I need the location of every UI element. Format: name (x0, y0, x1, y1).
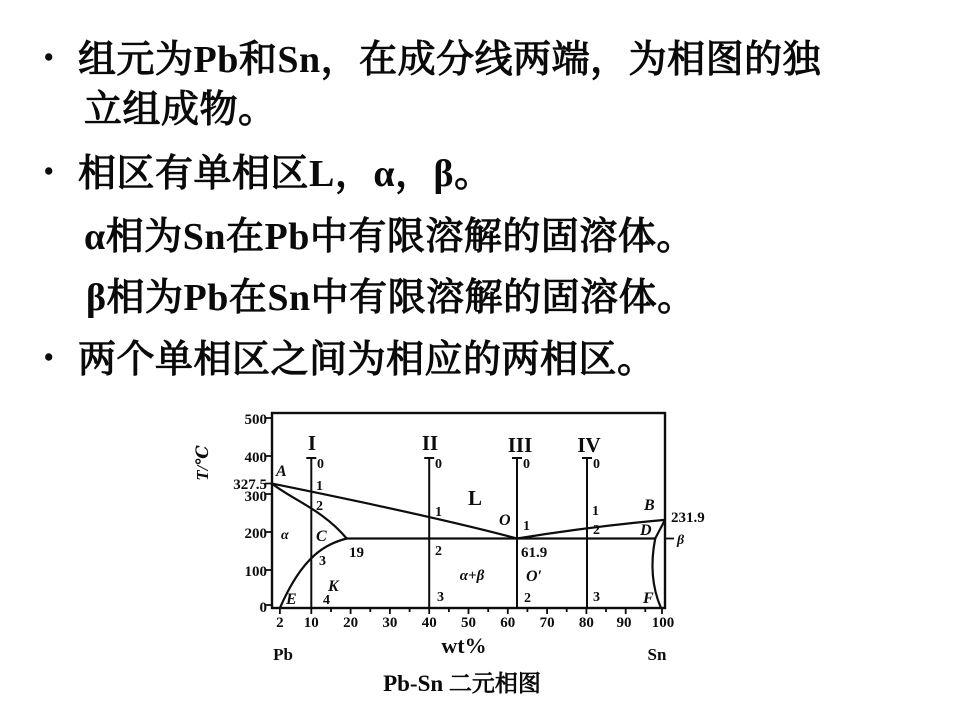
y-tick-200: 200 (244, 526, 267, 542)
bullet-marker: • (44, 156, 54, 186)
region-alpha-beta: α+β (459, 568, 485, 584)
component-pb-label: Pb (273, 645, 293, 664)
alloy-line-III (512, 458, 522, 608)
x-tick-60: 60 (500, 615, 516, 631)
x-tick-30: 30 (382, 615, 398, 631)
y-tick-300: 300 (244, 489, 267, 505)
point-B: B (644, 497, 655, 514)
point-D: D (640, 522, 652, 539)
point-C: C (316, 528, 327, 545)
bullet-text-3: 两个单相区之间为相应的两相区。 (78, 339, 656, 381)
point-O: O (499, 512, 511, 529)
x-tick-2: 2 (276, 615, 284, 631)
mark-II-0: 0 (435, 457, 442, 472)
point-K: K (328, 578, 339, 595)
mark-II-1: 1 (435, 505, 442, 520)
mark-III-1: 1 (523, 519, 530, 534)
solidus-right-line (655, 520, 665, 539)
solvus-right-line (653, 539, 661, 609)
phase-diagram (183, 400, 723, 666)
x-tick-20: 20 (343, 615, 359, 631)
x-tick-10: 10 (303, 615, 319, 631)
mark-I-0: 0 (317, 457, 324, 472)
mark-I-3: 3 (319, 554, 326, 569)
alloy-label-II: II (421, 431, 439, 455)
sub-text-alpha: α相为Sn在Pb中有限溶解的固溶体。 (84, 216, 695, 258)
y-axis-title: T/℃ (193, 445, 212, 481)
bullet-marker: • (44, 342, 54, 372)
y-tick-0: 0 (259, 600, 267, 616)
alloy-line-II (424, 458, 434, 608)
bullet-text-2: 相区有单相区L，α，β。 (78, 153, 493, 195)
mark-IV-1: 1 (592, 504, 599, 519)
x-tick-40: 40 (421, 615, 437, 631)
y-tick-400: 400 (244, 450, 267, 466)
sub-line-beta (86, 278, 696, 319)
eutectic-comp-label: 61.9 (521, 545, 548, 561)
sub-text-beta: β相为Pb在Sn中有限溶解的固溶体。 (86, 277, 696, 319)
x-axis-title: wt% (441, 633, 487, 658)
bullet-text-1b: 立组成物。 (84, 89, 277, 131)
bullet-marker: • (44, 42, 54, 72)
point-E: E (286, 591, 297, 608)
alloy-line-I (306, 458, 316, 608)
mark-II-3: 3 (437, 590, 444, 605)
mark-III-0: 0 (523, 457, 530, 472)
alpha-max-label: 19 (349, 545, 364, 561)
chart-title: Pb-Sn 二元相图 (383, 671, 541, 696)
alloy-label-I: I (307, 431, 317, 455)
alloy-line-IV (582, 458, 592, 608)
mark-III-2: 2 (524, 591, 531, 606)
y-tick-500: 500 (244, 412, 267, 428)
alloy-label-III: III (507, 433, 533, 457)
alloy-label-IV: IV (577, 433, 601, 457)
region-beta: β (677, 533, 685, 548)
x-tick-80: 80 (578, 615, 594, 631)
point-O-prime: O′ (526, 568, 543, 585)
mark-IV-2: 2 (593, 523, 600, 538)
bullet-line-1 (44, 39, 822, 81)
point-F: F (643, 590, 654, 607)
mark-IV-3: 3 (593, 590, 600, 605)
mark-IV-0: 0 (593, 457, 600, 472)
mark-I-1: 1 (316, 479, 323, 494)
mark-I-2: 2 (316, 499, 323, 514)
bullet-text-1: 组元为Pb和Sn，在成分线两端，为相图的独 (78, 39, 822, 81)
y-tick-100: 100 (244, 564, 267, 580)
region-L: L (468, 486, 483, 510)
x-tick-100: 100 (651, 615, 675, 631)
component-sn-label: Sn (647, 645, 667, 664)
pb-melting-label: 327.5 (233, 477, 267, 493)
sub-line-alpha (84, 217, 695, 258)
sn-melting-label: 231.9 (671, 510, 705, 526)
bullet-line-3 (44, 339, 656, 381)
point-A: A (276, 463, 287, 480)
bullet-line-2 (44, 153, 493, 195)
mark-II-2: 2 (435, 544, 442, 559)
bullet-line-1-cont (84, 90, 277, 131)
region-alpha: α (281, 528, 289, 543)
x-tick-90: 90 (616, 615, 632, 631)
mark-I-4: 4 (323, 593, 330, 608)
x-tick-50: 50 (461, 615, 476, 631)
x-tick-70: 70 (539, 615, 555, 631)
